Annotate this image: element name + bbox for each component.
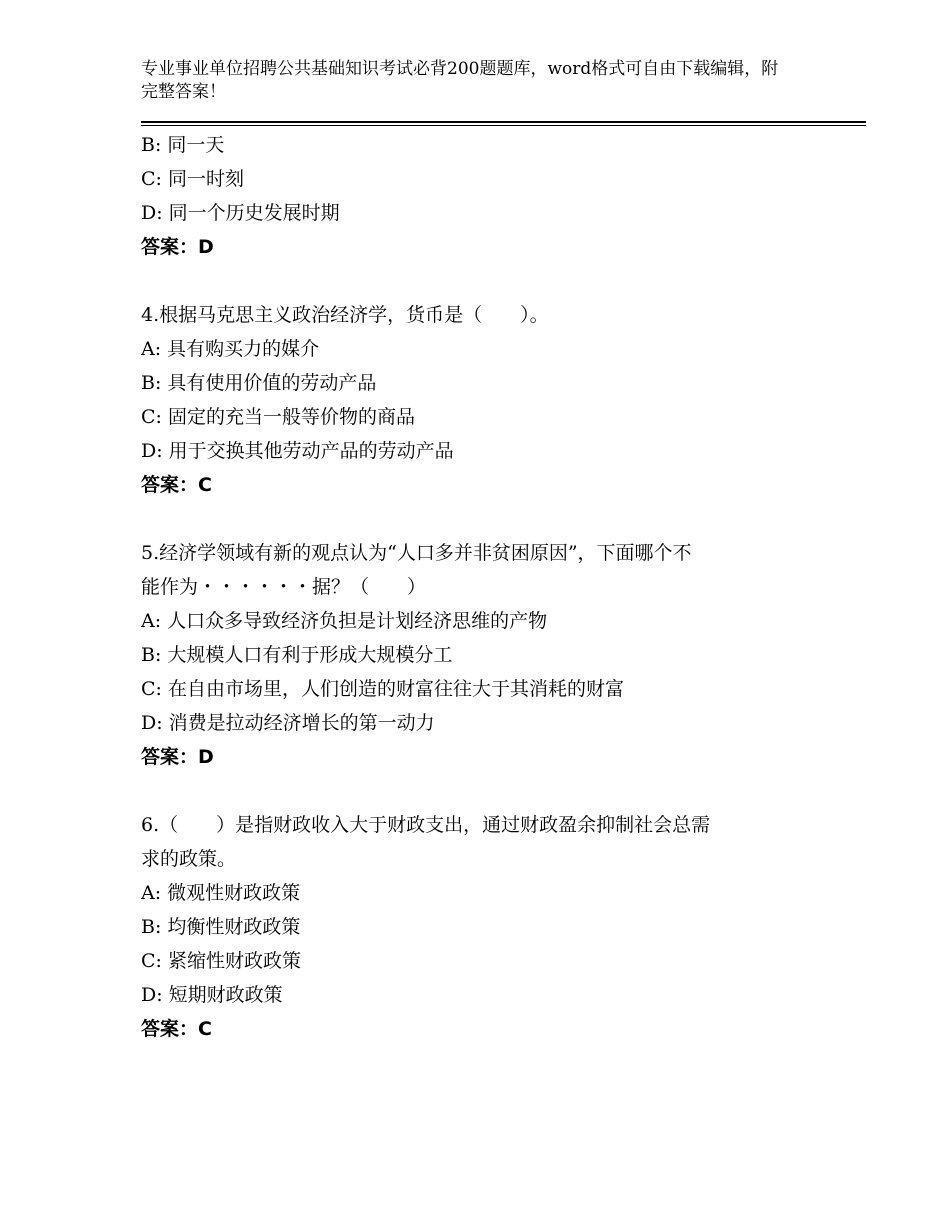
spacer bbox=[141, 502, 821, 536]
spacer bbox=[141, 774, 821, 808]
question-stem: 4.根据马克思主义政治经济学，货币是（ ）。 bbox=[141, 304, 549, 326]
question-block-5 bbox=[141, 536, 821, 774]
question-content bbox=[141, 128, 821, 1046]
option-b: B: 同一天 bbox=[141, 134, 225, 156]
option-a: A: 具有购买力的媒介 bbox=[141, 338, 320, 360]
question-block-partial bbox=[141, 128, 821, 264]
question-stem-line-1: 5.经济学领域有新的观点认为“人口多并非贫困原因”，下面哪个不 bbox=[141, 542, 692, 564]
spacer bbox=[141, 264, 821, 298]
option-d: D: 短期财政政策 bbox=[141, 984, 283, 1006]
option-c: C: 在自由市场里，人们创造的财富往往大于其消耗的财富 bbox=[141, 678, 624, 700]
option-b: B: 具有使用价值的劳动产品 bbox=[141, 372, 377, 394]
question-block-4 bbox=[141, 298, 821, 502]
option-d: D: 同一个历史发展时期 bbox=[141, 202, 340, 224]
header-rule-thin bbox=[141, 125, 866, 126]
answer-line: 答案：C bbox=[141, 1018, 212, 1040]
option-c: C: 固定的充当一般等价物的商品 bbox=[141, 406, 415, 428]
answer-line: 答案：D bbox=[141, 746, 214, 768]
question-stem-line-2: 能作为・・・・・・据？（ ） bbox=[141, 576, 427, 598]
option-c: C: 同一时刻 bbox=[141, 168, 244, 190]
document-header: 专业事业单位招聘公共基础知识考试必背200题题库，word格式可自由下载编辑，附完整答案！ bbox=[141, 59, 779, 102]
option-d: D: 用于交换其他劳动产品的劳动产品 bbox=[141, 440, 454, 462]
option-b: B: 均衡性财政政策 bbox=[141, 916, 301, 938]
question-stem-line-2: 求的政策。 bbox=[141, 848, 237, 870]
question-stem-line-1: 6.（ ）是指财政收入大于财政支出，通过财政盈余抑制社会总需 bbox=[141, 814, 711, 836]
answer-line: 答案：D bbox=[141, 236, 214, 258]
header-rule-thick bbox=[141, 121, 866, 123]
option-b: B: 大规模人口有利于形成大规模分工 bbox=[141, 644, 453, 666]
question-block-6 bbox=[141, 808, 821, 1046]
option-c: C: 紧缩性财政政策 bbox=[141, 950, 301, 972]
answer-line: 答案：C bbox=[141, 474, 212, 496]
option-a: A: 微观性财政政策 bbox=[141, 882, 301, 904]
option-d: D: 消费是拉动经济增长的第一动力 bbox=[141, 712, 435, 734]
option-a: A: 人口众多导致经济负担是计划经济思维的产物 bbox=[141, 610, 548, 632]
